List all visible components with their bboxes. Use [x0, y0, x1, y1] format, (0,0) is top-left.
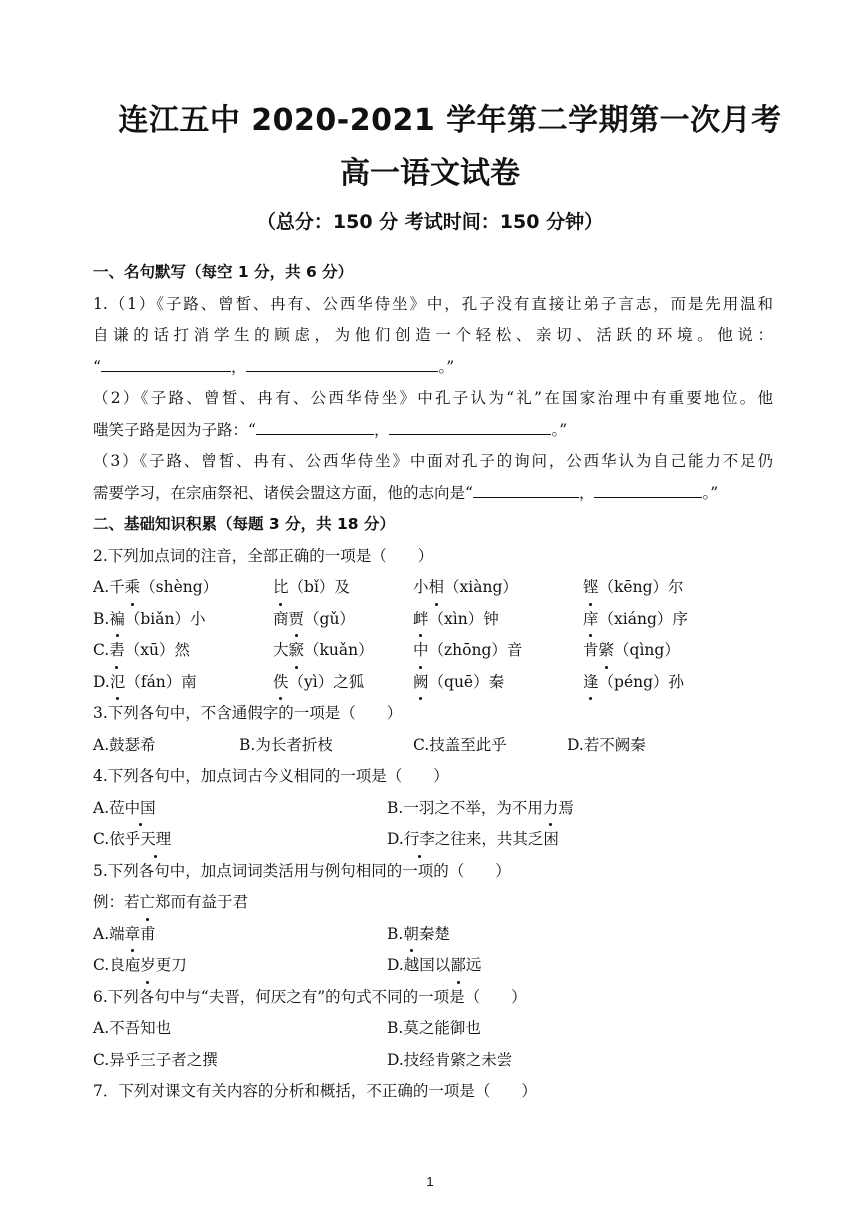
- dotted-char: 力: [543, 793, 559, 825]
- answer-blank[interactable]: [256, 416, 374, 435]
- q3-line2: [93, 478, 773, 510]
- option-a: A.鼓瑟希: [93, 735, 156, 754]
- dotted-char: 亡: [140, 887, 156, 919]
- q4-options-row2: [93, 824, 773, 856]
- q5-options-row1: [93, 919, 773, 951]
- page-number: 1: [426, 1174, 434, 1189]
- dotted-char: 庠: [583, 604, 599, 636]
- answer-blank[interactable]: [101, 353, 231, 372]
- comma: ，: [373, 420, 390, 439]
- q3-line2-text: 需要学习，在宗庙祭祀、诸侯会盟这方面，他的志向是“: [93, 483, 473, 502]
- q6-options-row1: [93, 1013, 773, 1045]
- section2-heading: 二、基础知识积累（每题 3 分，共 18 分）: [93, 515, 395, 533]
- dotted-char: 行李: [404, 824, 435, 856]
- dotted-char: 端章甫: [109, 919, 156, 951]
- dotted-char: 朝: [403, 919, 419, 951]
- option-b: B.一羽之不举，为不用力焉: [387, 793, 574, 825]
- option-cell: 阙（quē）秦: [413, 667, 504, 699]
- q2-option-row-d: [93, 667, 773, 699]
- dotted-char: 逢: [583, 667, 599, 699]
- option-cell: 铿（kēng）尔: [583, 572, 684, 604]
- dotted-char: 中国: [125, 793, 156, 825]
- option-cell: 中（zhōng）音: [413, 635, 522, 667]
- option-c: C.技盖至此乎: [413, 735, 507, 754]
- option-cell: 商贾（gǔ）: [273, 604, 355, 636]
- q2-option-row-c: [93, 635, 773, 667]
- dotted-char: 氾: [110, 667, 126, 699]
- dotted-char: 綮: [599, 635, 615, 667]
- answer-blank[interactable]: [594, 479, 702, 498]
- q3-options: [93, 730, 773, 762]
- question-6-stem: 6.下列各句中与“夫晋，何厌之有”的句式不同的一项是（ ）: [93, 987, 527, 1006]
- option-a: A.莅中国: [93, 793, 156, 825]
- dotted-char: 褊: [109, 604, 125, 636]
- dotted-char: 相: [429, 572, 445, 604]
- dotted-char: 佚: [273, 667, 289, 699]
- answer-blank[interactable]: [389, 416, 551, 435]
- exam-info: （总分：150 分 考试时间：150 分钟）: [256, 211, 604, 233]
- option-d: D.若不阙秦: [567, 735, 646, 754]
- dotted-char: 乘: [125, 572, 141, 604]
- exam-subject-title: 高一语文试卷: [340, 156, 520, 191]
- q4-options-row1: [93, 793, 773, 825]
- answer-blank[interactable]: [246, 353, 438, 372]
- q1-line1: 1.（1）《子路、曾皙、冉有、公西华侍坐》中，孔子没有直接让弟子言志，而是先用温和: [93, 294, 773, 313]
- option-c: C.异乎三子者之撰: [93, 1050, 218, 1069]
- question-2-stem: 2.下列加点词的注音，全部正确的一项是（ ）: [93, 546, 434, 565]
- question-7-stem: 7．下列对课文有关内容的分析和概括，不正确的一项是（ ）: [93, 1082, 537, 1100]
- option-cell: C.砉（xū）然: [93, 635, 190, 667]
- q1-line2: 自谦的话打消学生的顾虑，为他们创造一个轻松、亲切、活跃的环境。他说：: [93, 326, 773, 344]
- answer-blank[interactable]: [473, 479, 579, 498]
- dotted-char: 铿: [583, 572, 599, 604]
- option-b: B.朝秦楚: [387, 919, 450, 951]
- question-5-stem: 5.下列各句中，加点词词类活用与例句相同的一项的（ ）: [93, 861, 511, 880]
- q2-option-row-a: [93, 572, 773, 604]
- quote-close: 。”: [702, 483, 719, 502]
- question-4-stem: 4.下列各句中，加点词古今义相同的一项是（ ）: [93, 767, 449, 785]
- option-cell: 衅（xìn）钟: [413, 604, 499, 636]
- q2-option-row-b: [93, 604, 773, 636]
- q1-line3: [93, 352, 773, 384]
- q2-line2-text: 嗤笑子路是因为子路：“: [93, 420, 256, 439]
- option-cell: 佚（yì）之狐: [273, 667, 364, 699]
- q3-line1: （3）《子路、曾皙、冉有、公西华侍坐》中面对孔子的询问，公西华认为自己能力不足仍: [93, 452, 773, 470]
- dotted-char: 阙: [413, 667, 429, 699]
- comma: ，: [230, 357, 247, 376]
- option-cell: D.氾（fán）南: [93, 667, 197, 699]
- option-d: D.行李之往来，共其乏困: [387, 824, 559, 856]
- q6-options-row2: [93, 1045, 773, 1077]
- dotted-char: 砉: [109, 635, 125, 667]
- option-d: D.越国以鄙远: [387, 950, 481, 982]
- exam-title: 连江五中 2020-2021 学年第二学期第一次月考: [118, 103, 782, 138]
- option-a: A.端章甫: [93, 919, 156, 951]
- option-cell: 比（bǐ）及: [273, 572, 350, 604]
- dotted-char: 贾: [289, 604, 305, 636]
- dotted-char: 鄙: [450, 950, 466, 982]
- option-cell: A.千乘（shèng）: [93, 572, 218, 604]
- question-3-stem: 3.下列各句中，不含通假字的一项是（ ）: [93, 704, 403, 722]
- quote-close: 。”: [438, 357, 455, 376]
- option-cell: 逢（péng）孙: [583, 667, 684, 699]
- q2-line2: [93, 415, 773, 447]
- quote-open: “: [93, 357, 101, 376]
- option-cell: 大窾（kuǎn）: [273, 635, 374, 667]
- option-cell: B.褊（biǎn）小: [93, 604, 205, 636]
- q5-options-row2: [93, 950, 773, 982]
- option-c: C.依乎天理: [93, 824, 171, 856]
- dotted-char: 窾: [289, 635, 305, 667]
- q2-line1: （2）《子路、曾皙、冉有、公西华侍坐》中孔子认为“礼”在国家治理中有重要地位。他: [93, 389, 773, 407]
- option-cell: 小相（xiàng）: [413, 572, 518, 604]
- option-b: B.莫之能御也: [387, 1019, 481, 1037]
- quote-close: 。”: [551, 420, 568, 439]
- exam-content: [93, 257, 773, 1108]
- dotted-char: 岁: [140, 950, 156, 982]
- q5-example: 例：若亡郑而有益于君: [93, 887, 773, 919]
- dotted-char: 衅: [413, 604, 429, 636]
- section1-heading: 一、名句默写（每空 1 分，共 6 分）: [93, 263, 354, 281]
- option-cell: 庠（xiáng）序: [583, 604, 688, 636]
- option-cell: 肯綮（qìng）: [583, 635, 680, 667]
- dotted-char: 比: [273, 572, 289, 604]
- option-b: B.为长者折枝: [239, 735, 333, 754]
- option-d: D.技经肯綮之未尝: [387, 1050, 513, 1069]
- dotted-char: 天理: [140, 824, 171, 856]
- option-c: C.良庖岁更刀: [93, 950, 187, 982]
- comma: ，: [578, 483, 595, 502]
- option-a: A.不吾知也: [93, 1019, 172, 1037]
- dotted-char: 中: [413, 635, 429, 667]
